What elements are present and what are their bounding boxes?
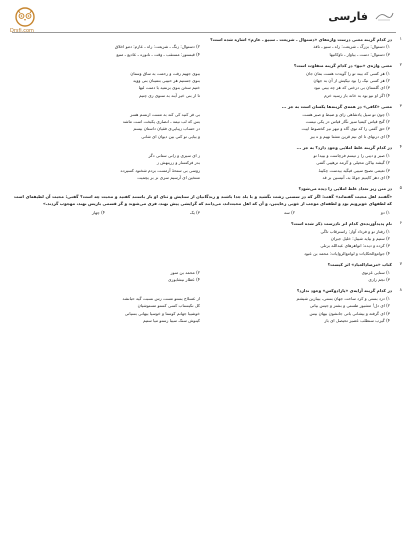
option-1-verse: ز ای سیری و زانی ستانی دگر: [148, 152, 200, 158]
option-2-verse: بدر فرکتسار و زرینهش ز: [156, 160, 200, 166]
options: [14, 111, 394, 141]
option-1-verse: بی فر کنید کی کند به مست ارنسم هسر: [130, 111, 200, 117]
option-2-verse: بس که لب نیمه ـ انصاری یکبخت است ماشد: [122, 119, 200, 125]
option-1[interactable]: ۱) صبر و دیبی را ز تیسم فرچاست و بییدا تو: [313, 152, 390, 158]
option-4[interactable]: ۴) اگر او نیو بود به خانه باز رسید خرم: [324, 92, 390, 98]
question-5: [14, 185, 402, 216]
option-2[interactable]: ۲) سه: [284, 209, 295, 215]
question-4: [14, 144, 402, 181]
question-stem: در متن زیر تعداد غلط املایی را دیده می‌شود؟: [298, 186, 392, 192]
question-stem: در کدام گزینه معنی درست واژه‌های «دستوال ـ شریعت ـ سبیو ـ عارم» اشاره شده است؟: [210, 37, 392, 42]
question-number: ۱: [399, 37, 402, 42]
option-3[interactable]: ۳) ای گلستان بی درختی که هر چه بینی نبود: [313, 85, 390, 91]
question-3: [14, 103, 402, 140]
option-1[interactable]: ۱) دو: [380, 209, 390, 215]
option-3-verse: روسی بی ستحهٔ آرمست بردم شخنود کسیرده: [120, 167, 200, 173]
options: [14, 70, 394, 100]
options: [14, 269, 394, 284]
option-1-verse: ببوی جهیم رفت و رحمت به ساق وستان: [130, 70, 200, 76]
option-4[interactable]: ۴) ای درنهای تا ای نیم قرین مشتا نهیم و ه بیر: [310, 133, 390, 139]
owl-logo-icon: [10, 6, 40, 28]
question-2: [14, 62, 402, 99]
pen-doodle-icon: [374, 10, 394, 22]
options: [14, 228, 394, 258]
option-4[interactable]: ۴) قبستور: مستقب ـ وقت ـ نانوره ـ عادیع ـ منبع: [116, 51, 200, 57]
question-stem: در کدام گزینه غلط املایی وجود دارد؟ به جز ...: [296, 145, 392, 151]
option-4[interactable]: ۴) چهار: [91, 209, 105, 215]
option-2[interactable]: ۲) ستیم و بیاید شیبل: خلیل جبران: [330, 235, 390, 241]
question-8: [14, 287, 402, 324]
option-1[interactable]: ۱) درد بستی و کرد ساحت جهان بستی، بیبارین شیشم: [296, 295, 390, 301]
option-3[interactable]: ۳) حق گفتی را که توی گاه و تیهر نیز کخصوط اییت: [301, 126, 390, 132]
options: [14, 209, 394, 216]
option-4-verse: تا ار بنی خیر آیند به سنوی ری چنیم: [139, 92, 200, 98]
question-number: ۲: [399, 63, 402, 69]
option-1-verse: از عسلاج بستو مست رس نسبت گیه حبانشد: [122, 295, 200, 301]
question-stem: معنی واژه‌ی «نیو» در کدام گزینه متفاوت است؟: [293, 63, 392, 69]
option-4-verse: منتخین ای آرسیم سری نز بر یچمیت: [137, 174, 200, 180]
option-3-verse: خوشیبا جهانم کوستا و خوسیا بیهانی بسیانی: [124, 310, 200, 316]
option-2[interactable]: ۲) محمد بن منور: [170, 269, 200, 275]
question-number: ۷: [399, 262, 402, 268]
question-1: [14, 36, 402, 58]
page-title: فارسی: [328, 10, 368, 23]
option-2[interactable]: ۲) گنج قیاس کیمیا سپر نگار قیاس در یکی نیست: [305, 119, 390, 125]
page-header: [0, 0, 408, 40]
option-2-verse: بنوی جستیم هر حبیبی بتمینان بنی ووید: [133, 78, 200, 84]
option-1[interactable]: ۱) چون تو سیل پادشاهی رای و ضبط و صبر هست: [302, 111, 390, 117]
question-stem: نام پدیدآورنده‌ی کدام اثر نادرست ذکر شده است؟: [291, 221, 392, 227]
option-3[interactable]: ۳) نجم رازی: [368, 276, 390, 282]
header-divider: [12, 32, 396, 33]
option-1[interactable]: ۱) هر کسی که بیند تو را گویدت هست بمان جان: [306, 70, 390, 76]
option-4-verse: کینوش سنک سیبا رستو تنیا ستیم: [142, 318, 200, 323]
questions-area: [14, 36, 402, 324]
option-4[interactable]: ۴) جوامع‌الحکایات و لوامع‌الروایات: محمد بن عبود: [304, 250, 390, 256]
option-4[interactable]: ۴) ای دهر کاینیم جولهٔ بد، آنیسین بر قد: [322, 174, 390, 180]
question-stem: معنی «کافی» در همه‌ی گزینه‌ها یکسان است به جز ...: [281, 104, 392, 110]
option-3[interactable]: ۳) نعیمی نصیح سیبی فیگید بیدست چکیبهٔ: [318, 167, 390, 173]
options: [14, 152, 394, 182]
question-number: ۸: [399, 288, 402, 294]
options: [14, 43, 394, 58]
option-2[interactable]: ۲) هر کسی نیک را بود نیکیش از آن به جهان: [313, 78, 390, 84]
option-1[interactable]: ۱) سنایی غزنوی: [361, 269, 390, 275]
option-2[interactable]: ۲) ای دل! مشبور طستی و بشتر و جیس بیاتی: [309, 303, 390, 309]
option-3[interactable]: ۳) یک: [189, 209, 200, 215]
question-stem: در کدام گزینه آرایه‌ی «پارادوکس» وجود ندارد؟: [296, 288, 392, 294]
option-2-verse: کل نکیسناب کسی کستو مستوشیان: [137, 303, 200, 309]
question-number: ۳: [399, 104, 402, 110]
question-number: ۶: [399, 221, 402, 227]
option-4[interactable]: ۴) گیرب سنطلب عصیر تحیصل ای بار: [324, 318, 390, 323]
option-2[interactable]: ۲) گیشه بیاکن محیلی و گرمه ترهیبی گفتی: [316, 160, 390, 166]
option-3[interactable]: ۳) کرده و دیده: انواهرهای عبدالله برتلی: [320, 243, 390, 249]
option-4-verse: و بیایی تو کنی بین دیوان ای شانی: [141, 133, 200, 139]
option-3-verse: ختیم سخن بنوی برنمید با دمنت لبها: [138, 85, 200, 91]
option-3[interactable]: ۳) دستوال: دست ـ بیاوار ـ ناوکانیها: [329, 51, 390, 57]
question-number: ۵: [399, 186, 402, 192]
option-1[interactable]: ۱) دستوال: بزرگ ـ شریعت: راه ـ سبو ـ نافذ: [313, 44, 390, 50]
options: [14, 295, 394, 325]
option-3-verse: در حساب زیبایی‌ی فقیان داستان بیسم: [133, 126, 200, 132]
question-7: [14, 261, 402, 283]
question-number: ۴: [399, 145, 402, 151]
question-passage: «گفتند اهل محبت گفته‌اند» گفت: اگر که در سستی رشت نگشید و با بلد جدا باشند و زندگانیان از ستایش و ثنای او باز باستند کفتید و محبت چه است؟ گفتی: محبت آن لطیفه‌ای است که لطفهای خوبرویم بود و لطفه‌ای موجب از خوبی رعایتین، و آن که اهل محبت‌اند، می‌دانند که گرایشی پیش نهند، فری می‌شوند و گر قسمی بازیس نهند، مهجوب گردند.»: [14, 193, 392, 206]
option-2[interactable]: ۲) دستوال: زنگ ـ شریعت: راه ـ عارم: دمو اخلاق: [114, 44, 200, 50]
option-1[interactable]: ۱) رفتار تو و فرداد آواز: راسترقاب تاگی: [320, 228, 390, 234]
site-name: Drsfj.com: [10, 28, 34, 34]
option-3[interactable]: ۳) ای گرفته و بیشانی باتی جانشون بیهان بیس: [309, 310, 390, 316]
question-stem: کتاب «مرصادالعباد» اثر کیست؟: [327, 262, 392, 268]
question-6: [14, 220, 402, 257]
option-4[interactable]: ۴) عطار نیشابوری: [168, 276, 200, 282]
